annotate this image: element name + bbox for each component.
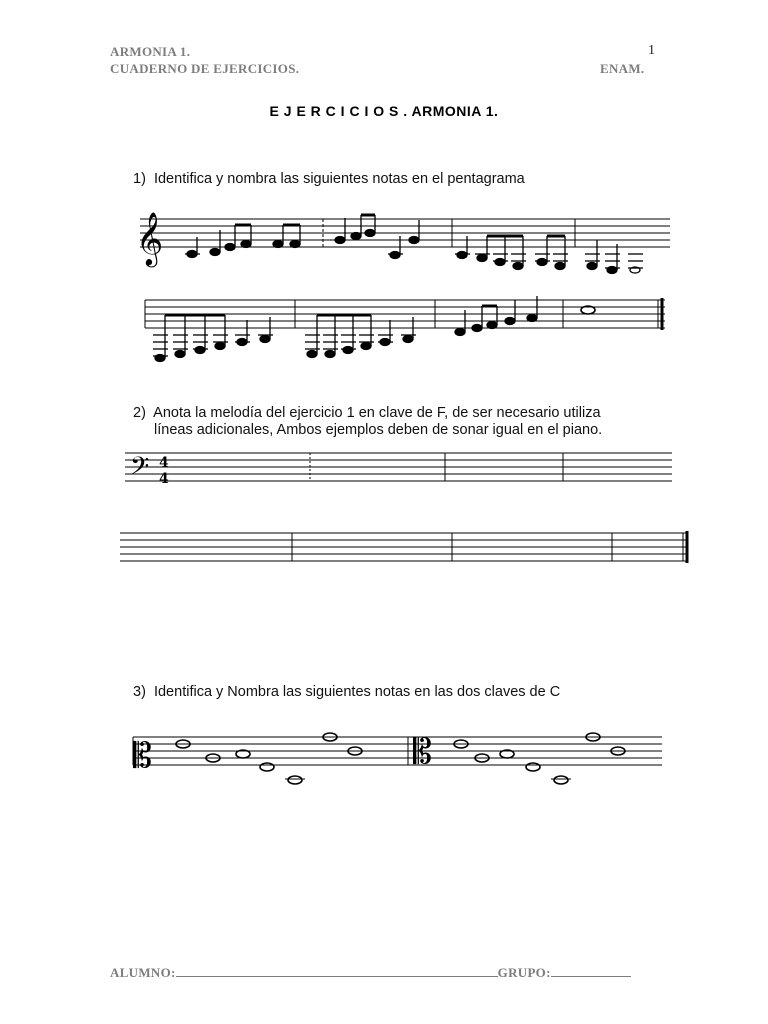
student-name-field[interactable] bbox=[176, 965, 498, 977]
exercise-2-text-line-2: líneas adicionales, Ambos ejemplos deben de sonar igual en el piano. bbox=[154, 422, 603, 438]
time-signature-top: 4 bbox=[159, 455, 169, 471]
exercise-2-staff-1 bbox=[120, 445, 680, 495]
exercise-3-number: 3) bbox=[133, 684, 146, 700]
header-school: ENAM. bbox=[600, 61, 645, 76]
exercise-1-number: 1) bbox=[133, 171, 146, 187]
tenor-clef-icon: 𝄡 bbox=[413, 732, 432, 772]
group-label: GRUPO: bbox=[497, 965, 551, 980]
alto-clef-icon: 𝄡 bbox=[133, 736, 152, 776]
student-label: ALUMNO: bbox=[110, 965, 176, 980]
exercise-1-staff-2 bbox=[140, 290, 675, 370]
group-field[interactable] bbox=[551, 965, 631, 977]
exercise-1-notes-row-2 bbox=[153, 296, 595, 362]
footer bbox=[110, 965, 631, 981]
exercise-2-prompt bbox=[133, 404, 601, 422]
treble-clef-icon: 𝄞 bbox=[136, 211, 164, 265]
page-title: E J E R C I C I O S . ARMONIA 1. bbox=[269, 103, 499, 119]
exercise-1-text: Identifica y nombra las siguientes notas en el pentagrama bbox=[153, 171, 525, 187]
exercise-2-staff-2 bbox=[115, 525, 690, 575]
header-workbook: CUADERNO DE EJERCICIOS. bbox=[110, 61, 300, 76]
exercise-1-prompt bbox=[133, 170, 525, 188]
exercise-1-staff-1 bbox=[130, 200, 675, 275]
time-signature-bottom: 4 bbox=[159, 471, 169, 487]
header-course: ARMONIA 1. bbox=[110, 44, 191, 59]
exercise-3-text: Identifica y Nombra las siguientes notas en las dos claves de C bbox=[153, 684, 561, 700]
exercise-3-staff bbox=[125, 725, 670, 805]
exercise-2-text-line-1: Anota la melodía del ejercicio 1 en clave de F, de ser necesario utiliza bbox=[153, 405, 601, 421]
bass-clef-icon: 𝄢 bbox=[130, 452, 150, 487]
exercise-3-prompt bbox=[133, 683, 560, 701]
exercise-2-number: 2) bbox=[133, 405, 146, 421]
exercise-1-notes-row-1 bbox=[185, 215, 643, 274]
page-number: 1 bbox=[648, 43, 655, 58]
